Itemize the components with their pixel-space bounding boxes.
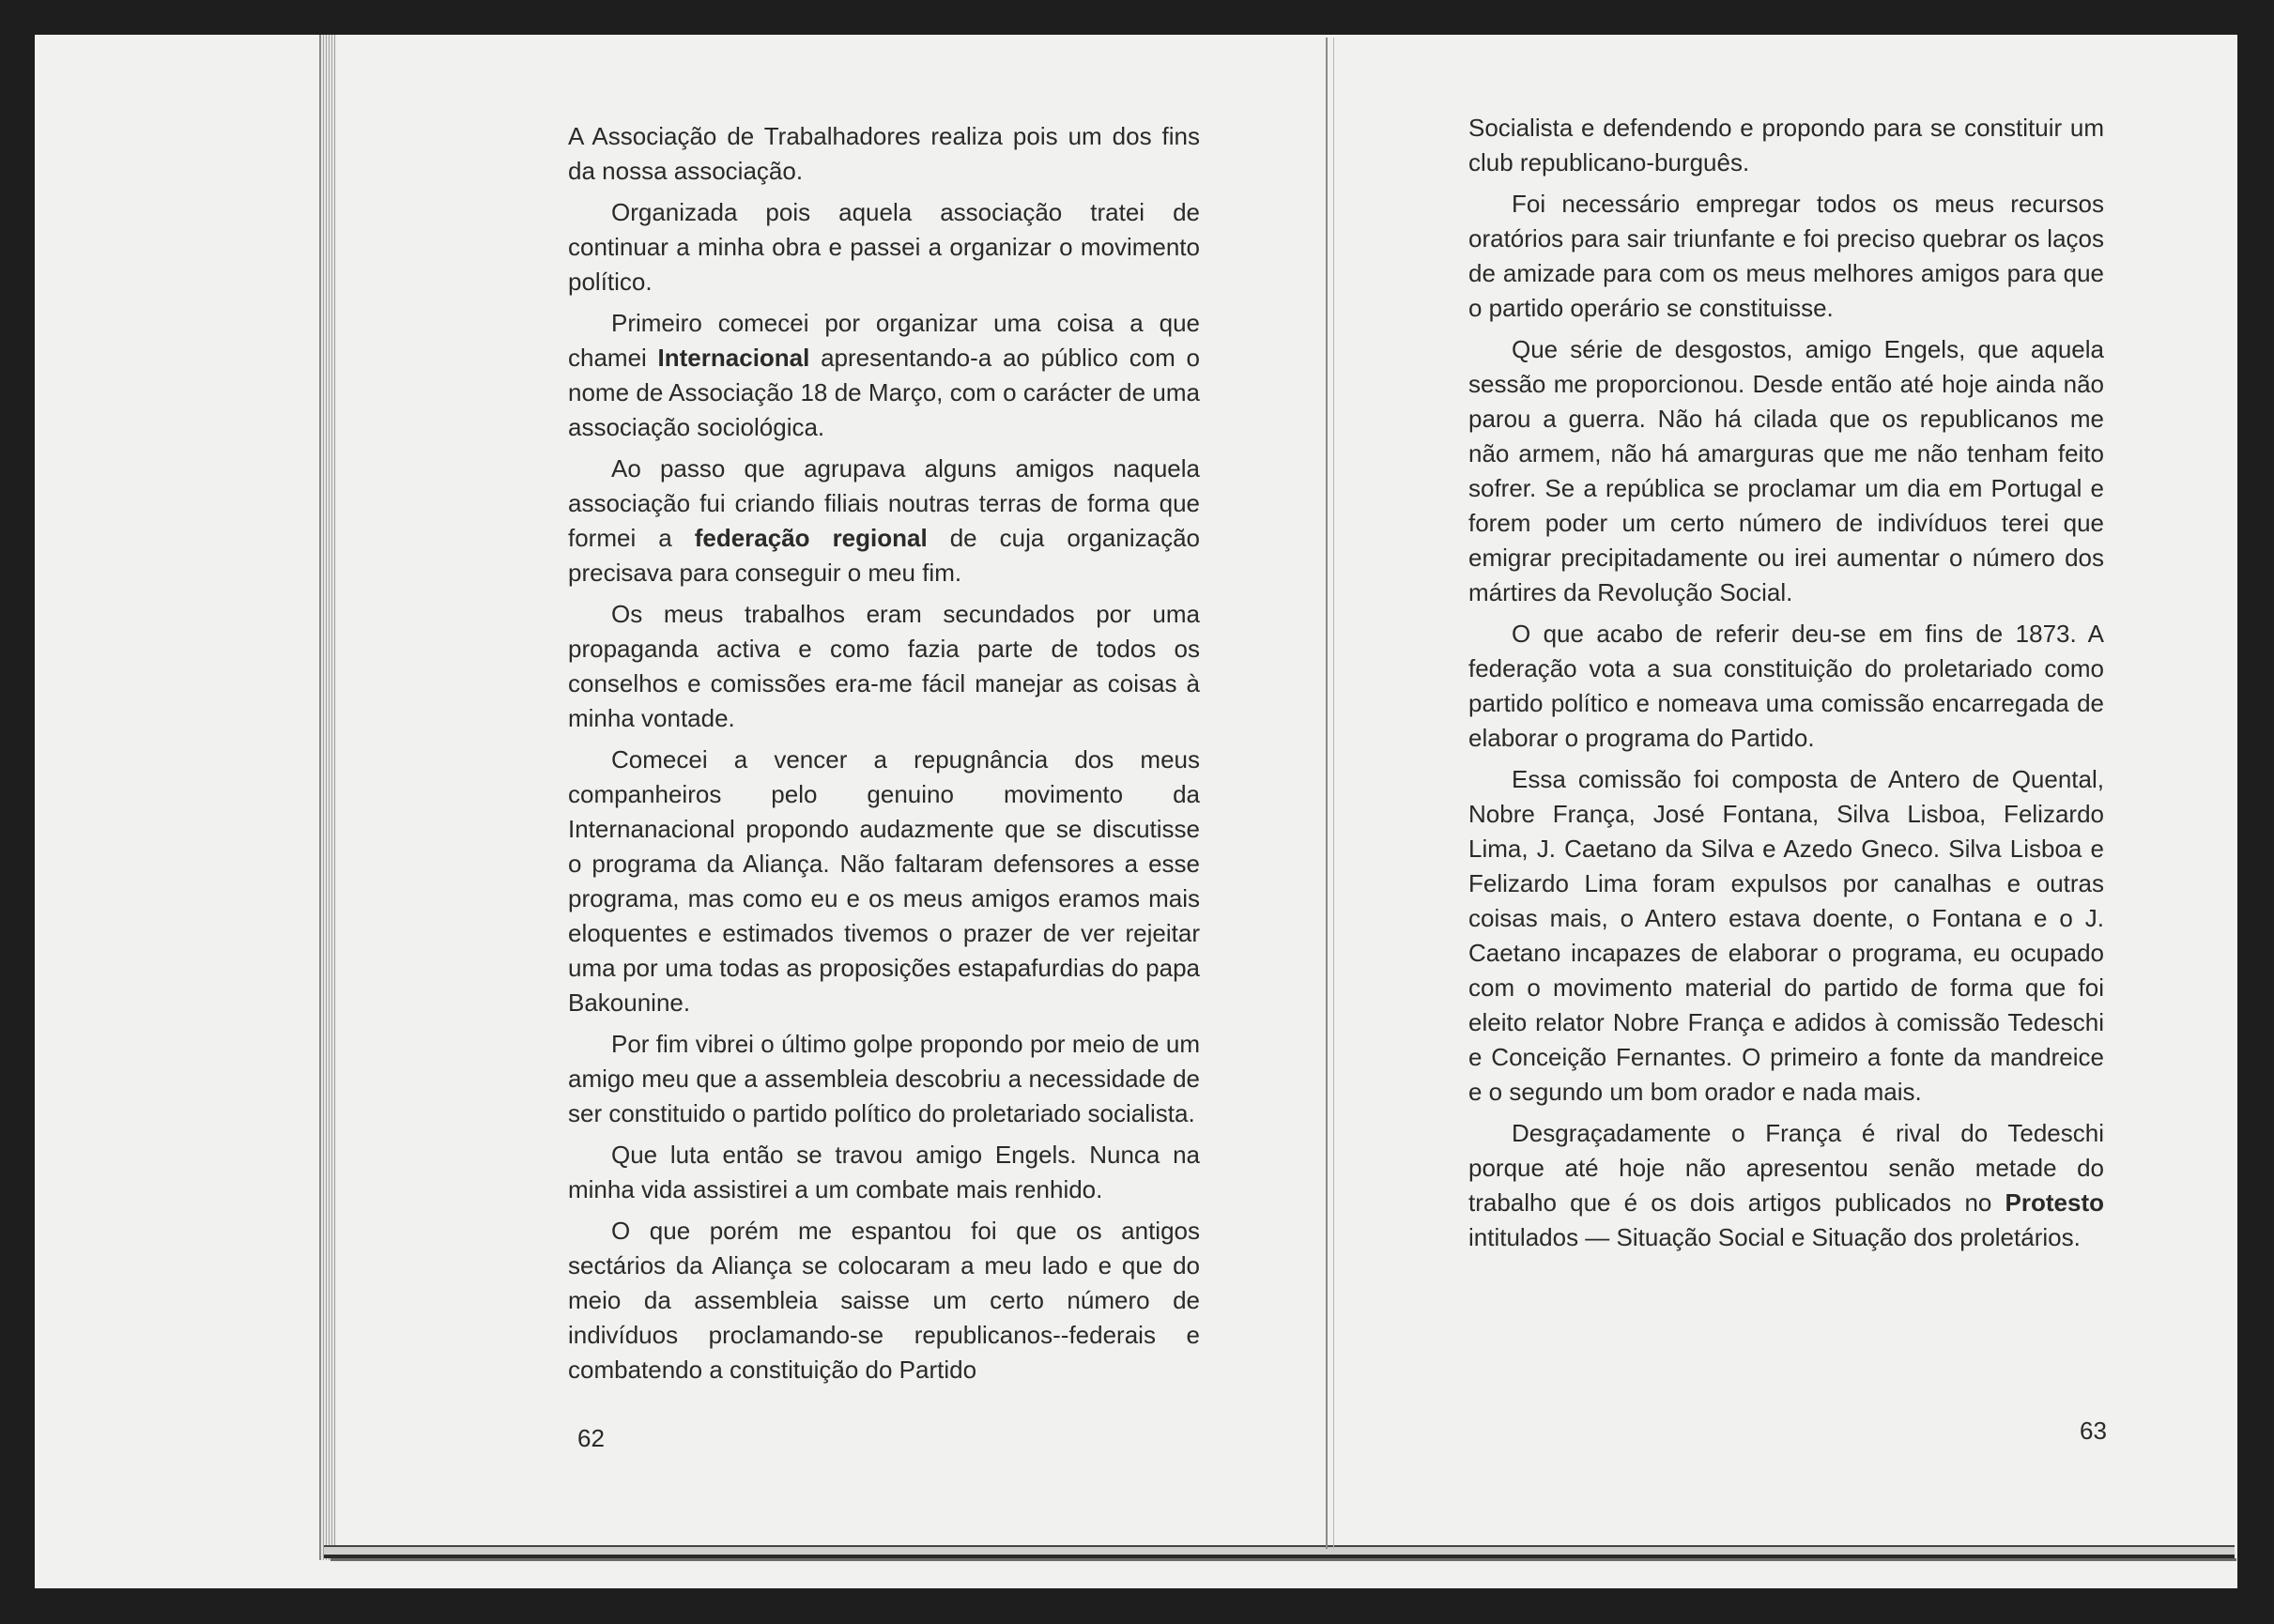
left-page-text — [568, 119, 1200, 1394]
text-run: apresentando-a ao público com o nome de Associação 18 de Março, com o carácter de uma associação sociológica. — [568, 344, 1200, 441]
bold-text: Internacional — [657, 344, 810, 372]
text-run: Desgraçadamente o França é rival do Tedeschi porque até hoje não apresentou senão metade do trabalho que é os dois artigos publicados no — [1468, 1119, 2104, 1217]
text-run: Comecei a vencer a repugnância dos meus companheiros pelo genuino movimento da Internanacional propondo audazmente que se discutisse o programa da Aliança. Não faltaram defensores a esse programa, mas como eu e os meus amigos eramos mais eloquentes e estimados tivemos o prazer de ver rejeitar uma por uma todas as proposições estapafurdias do papa Bakounine. — [568, 745, 1200, 1017]
text-run: Por fim vibrei o último golpe propondo por meio de um amigo meu que a assembleia descobriu a necessidade de ser constituido o partido político do proletariado socialista. — [568, 1030, 1200, 1127]
text-run: O que acabo de referir deu-se em fins de 1873. A federação vota a sua constituição do proletariado como partido político e nomeava uma comissão encarregada de elaborar o programa do Partido. — [1468, 620, 2104, 752]
book-bottom-shadow — [330, 1558, 2236, 1561]
page-number-left: 62 — [577, 1424, 605, 1452]
bold-text: federação regional — [694, 524, 928, 552]
paragraph — [568, 119, 1200, 189]
book-gutter — [1326, 38, 1328, 1549]
book-gutter-shadow — [1333, 38, 1334, 1549]
paragraph — [568, 743, 1200, 1020]
right-page-text — [1468, 111, 2104, 1262]
page-number-right: 63 — [2080, 1417, 2107, 1445]
text-run: Essa comissão foi composta de Antero de Quental, Nobre França, José Fontana, Silva Lisboa, Felizardo Lima, J. Caetano da Silva e Azedo Gneco. Silva Lisboa e Felizardo Lima foram expulsos por canalhas e outras coisas mais, o Antero estava doente, o Fontana e o J. Caetano incapazes de elaborar o programa, eu ocupado com o movimento material do partido de forma que foi eleito relator Nobre França e adidos à comissão Tedeschi e Conceição Fernantes. O primeiro a fonte da mandreice e o segundo um bom orador e nada mais. — [1468, 765, 2104, 1106]
paragraph — [568, 1138, 1200, 1207]
text-run: Os meus trabalhos eram secundados por uma propaganda activa e como fazia parte de todos os conselhos e comissões era-me fácil manejar as coisas à minha vontade. — [568, 600, 1200, 732]
paragraph — [1468, 111, 2104, 180]
paragraph — [1468, 1116, 2104, 1255]
text-run: Ao passo que agrupava alguns amigos naquela associação fui criando filiais noutras terras de forma que formei a — [568, 454, 1200, 552]
book-page-edges — [319, 35, 336, 1560]
paragraph — [568, 195, 1200, 299]
paragraph — [1468, 332, 2104, 610]
paragraph — [1468, 187, 2104, 326]
text-run: Que luta então se travou amigo Engels. Nunca na minha vida assistirei a um combate mais renhido. — [568, 1141, 1200, 1203]
paragraph — [568, 452, 1200, 590]
text-run: Foi necessário empregar todos os meus recursos oratórios para sair triunfante e foi preciso quebrar os laços de amizade para com os meus melhores amigos para que o partido operário se constituisse. — [1468, 190, 2104, 322]
paragraph — [568, 306, 1200, 445]
text-run: intitulados — Situação Social e Situação dos proletários. — [1468, 1223, 2081, 1251]
paragraph — [1468, 762, 2104, 1110]
text-run: de cuja organização precisava para conseguir o meu fim. — [568, 524, 1200, 587]
paragraph — [1468, 617, 2104, 756]
text-run: A Associação de Trabalhadores realiza pois um dos fins da nossa associação. — [568, 122, 1200, 185]
paragraph — [568, 1027, 1200, 1131]
text-run: Socialista e defendendo e propondo para se constituir um club republicano-burguês. — [1468, 114, 2104, 176]
text-run: Organizada pois aquela associação tratei de continuar a minha obra e passei a organizar o movimento político. — [568, 198, 1200, 296]
text-run: O que porém me espantou foi que os antigos sectários da Aliança se colocaram a meu lado e que do meio da assembleia saisse um certo número de indivíduos proclamando-se republicanos--federais e combatendo a constituição do Partido — [568, 1217, 1200, 1384]
paragraph — [568, 1214, 1200, 1387]
text-run: Primeiro comecei por organizar uma coisa a que chamei — [568, 309, 1200, 372]
text-run: Que série de desgostos, amigo Engels, que aquela sessão me proporcionou. Desde então até hoje ainda não parou a guerra. Não há cilada que os republicanos me não armem, não há amarguras que me não tenham feito sofrer. Se a república se proclamar um dia em Portugal e forem poder um certo número de indivíduos terei que emigrar precipitadamente ou irei aumentar o número dos mártires da Revolução Social. — [1468, 335, 2104, 606]
bold-text: Protesto — [2005, 1188, 2104, 1217]
book-bottom-edge — [324, 1545, 2235, 1558]
paragraph — [568, 597, 1200, 736]
